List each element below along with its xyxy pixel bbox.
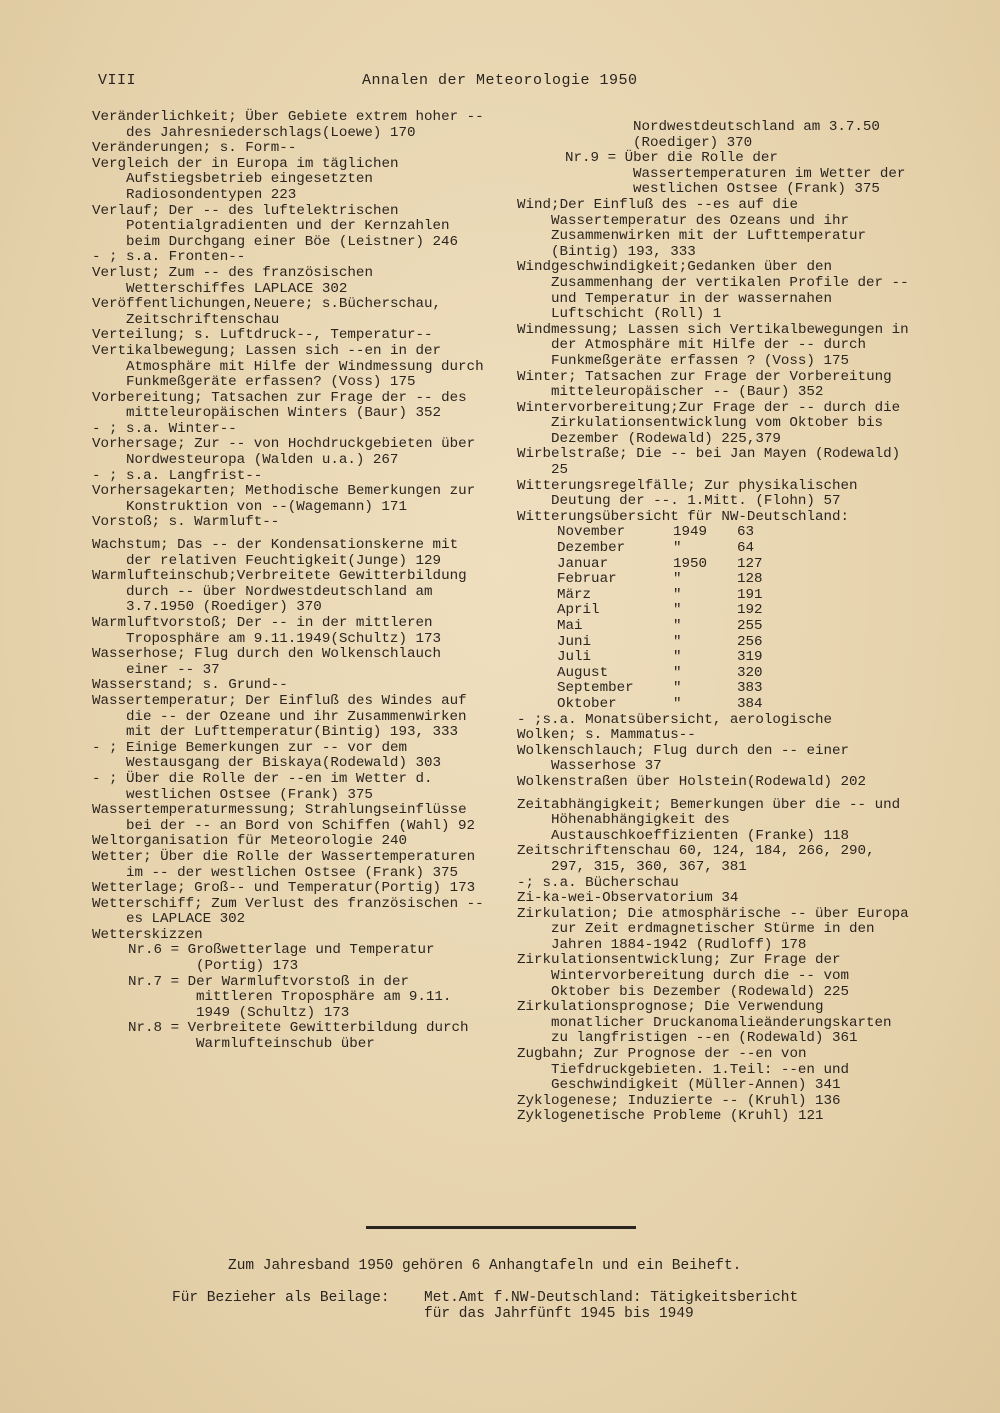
index-entry: Veränderlichkeit; Über Gebiete extrem hoher -- des Jahresniederschlags(Loewe) 170 — [92, 109, 484, 141]
index-entry: Wasserhose; Flug durch den Wolkenschlauch einer -- 37 — [92, 646, 442, 678]
footer-supplement-label: Für Bezieher als Beilage: — [172, 1290, 390, 1306]
table-row — [557, 541, 783, 557]
page-cell: 256 — [737, 633, 763, 650]
wetterskizze-entry — [92, 943, 492, 974]
index-entry: Wasserstand; s. Grund-- — [92, 677, 288, 694]
index-entry: Wetterschiff; Zum Verlust des französischen --es LAPLACE 302 — [92, 895, 484, 928]
year-cell: " — [673, 680, 682, 697]
index-entry: Zyklogenetische Probleme (Kruhl) 121 — [517, 1108, 824, 1125]
wetterskizze-text: Großwetterlage und Temperatur (Portig) 173 — [187, 942, 435, 975]
wetterskizzen-list — [92, 943, 492, 1052]
index-entry: Wassertemperatur; Der Einfluß des Windes auf die -- der Ozeane und ihr Zusammenwirken mit der Lufttemperatur(Bintig) 193, 333 — [92, 692, 467, 741]
index-entry: Zirkulationsprognose; Die Verwendung monatlicher Druckanomalieänderungskarten zu langfristigen --en (Rodewald) 361 — [517, 999, 892, 1047]
index-entry: Wetterlage; Groß-- und Temperatur(Portig) 173 — [92, 880, 476, 897]
footer-supplement-text-2: für das Jahrfünft 1945 bis 1949 — [424, 1306, 694, 1322]
year-cell: " — [673, 586, 682, 603]
index-entry: Wassertemperaturmessung; Strahlungseinflüsse bei der -- an Bord von Schiffen (Wahl) 92 — [92, 802, 476, 834]
month-cell: Februar — [557, 571, 617, 588]
footer-note: Zum Jahresband 1950 gehören 6 Anhangtafeln und ein Beiheft. — [228, 1258, 742, 1274]
wetterskizze-entry — [517, 151, 917, 198]
month-cell: Januar — [557, 555, 609, 572]
page-cell: 255 — [737, 618, 763, 634]
index-entry: - ; s.a. Langfrist-- — [92, 467, 263, 484]
table-row — [557, 603, 783, 619]
month-cell: März — [557, 586, 592, 603]
index-entry: Zugbahn; Zur Prognose der --en von Tiefdruckgebieten. 1.Teil: --en und Geschwindigkeit (Müller-Annen) 341 — [517, 1046, 849, 1094]
index-entry: Zirkulation; Die atmosphärische -- über Europa zur Zeit erdmagnetischer Stürme in den Jahren 1884-1942 (Rudloff) 178 — [517, 905, 909, 953]
year-cell: " — [673, 540, 682, 557]
month-cell: April — [557, 602, 600, 619]
index-entry: Vorbereitung; Tatsachen zur Frage der -- des mitteleuropäischen Winters (Baur) 352 — [92, 389, 467, 422]
wetterskizze-number: Nr.7 = — [128, 973, 180, 990]
index-entry: - ;s.a. Monatsübersicht, aerologische — [517, 711, 833, 728]
index-entry: Windgeschwindigkeit;Gedanken über den Zusammenhang der vertikalen Profile der -- und Temperatur in der wassernahen Luftschicht (Roll) 1 — [517, 259, 909, 323]
index-entry: Witterungsregelfälle; Zur physikalischen Deutung der --. 1.Mitt. (Flohn) 57 — [517, 477, 858, 510]
index-entry: Wind;Der Einfluß des --es auf die Wassertemperatur des Ozeans und ihr Zusammenwirken mit der Lufttemperatur (Bintig) 193, 333 — [517, 196, 867, 260]
running-title: Annalen der Meteorologie 1950 — [362, 72, 638, 89]
index-entry: Wirbelstraße; Die -- bei Jan Mayen (Rodewald) 25 — [517, 446, 901, 479]
table-row — [557, 588, 783, 604]
wetterskizze-number: Nr.9 = — [565, 150, 617, 167]
table-row — [557, 557, 783, 573]
page-cell: 383 — [737, 680, 763, 697]
index-entry: - ; s.a. Fronten-- — [92, 249, 246, 266]
index-entry: Veröffentlichungen,Neuere; s.Bücherschau, Zeitschriftenschau — [92, 296, 442, 328]
table-row — [557, 666, 783, 682]
month-cell: Juli — [557, 649, 592, 666]
wetterskizze-text: Der Warmluftvorstoß in der mittleren Troposphäre am 9.11. 1949 (Schultz) 173 — [187, 973, 452, 1021]
index-entry: Vergleich der in Europa im täglichen Aufstiegsbetrieb eingesetzten Radiosondentypen 223 — [92, 155, 399, 203]
index-entry: Verlust; Zum -- des französischen Wetterschiffes LAPLACE 302 — [92, 264, 373, 297]
index-entry: Warmluftvorstoß; Der -- in der mittleren Troposphäre am 9.11.1949(Schultz) 173 — [92, 615, 442, 647]
wetterskizze-number: Nr.8 = — [128, 1020, 180, 1037]
index-entry: Winter; Tatsachen zur Frage der Vorbereitung mitteleuropäischer -- (Baur) 352 — [517, 368, 892, 401]
index-entry: Wolkenstraßen über Holstein(Rodewald) 202 — [517, 773, 867, 790]
index-entry: Zyklogenese; Induzierte -- (Kruhl) 136 — [517, 1092, 841, 1109]
month-cell: Oktober — [557, 695, 617, 712]
page-cell: 384 — [737, 695, 763, 712]
table-row — [557, 650, 783, 666]
year-cell: " — [673, 602, 682, 619]
index-entry: Wolken; s. Mammatus-- — [517, 727, 696, 744]
index-entry: Vertikalbewegung; Lassen sich --en in der Atmosphäre mit Hilfe der Windmessung durch Funkmeßgeräte erfassen? (Voss) 175 — [92, 342, 484, 391]
month-cell: November — [557, 524, 626, 541]
month-cell: Juni — [557, 633, 592, 650]
index-entry: Vorstoß; s. Warmluft-- — [92, 514, 280, 531]
table-row — [557, 572, 783, 588]
wetterskizze-text: Verbreitete Gewitterbildung durch Warmlufteinschub über — [187, 1020, 469, 1053]
index-entry: Vorhersage; Zur -- von Hochdruckgebieten über Nordwesteuropa (Walden u.a.) 267 — [92, 436, 476, 469]
index-entry: Wetterskizzen — [92, 926, 203, 943]
page-cell: 319 — [737, 649, 763, 666]
index-column-left — [92, 110, 492, 1053]
year-cell: " — [673, 649, 682, 666]
wetterskizze-entry — [92, 1021, 492, 1052]
month-cell: Mai — [557, 618, 583, 634]
wetterskizze-number: Nr.6 = — [128, 942, 180, 959]
year-cell: " — [673, 571, 682, 588]
table-row — [557, 697, 783, 713]
table-row — [557, 681, 783, 697]
year-cell: " — [673, 618, 682, 634]
index-entry: Zeitabhängigkeit; Bemerkungen über die -- und Höhenabhängigkeit des Austauschkoeffizienten (Franke) 118 — [517, 796, 901, 844]
index-entry: - ; Über die Rolle der --en im Wetter d. westlichen Ostsee (Frank) 375 — [92, 770, 433, 803]
wetterskizze-entry — [92, 975, 492, 1022]
index-entry: - ; s.a. Winter-- — [92, 420, 237, 437]
page-cell: 191 — [737, 586, 763, 603]
witterungsuebersicht-table — [557, 525, 783, 712]
index-entry: Verteilung; s. Luftdruck--, Temperatur-- — [92, 327, 433, 344]
year-cell: " — [673, 664, 682, 681]
index-entry: Zi-ka-wei-Observatorium 34 — [517, 890, 739, 907]
table-row — [557, 525, 783, 541]
wetterskizze-text: Über die Rolle der Wassertemperaturen im Wetter der westlichen Ostsee (Frank) 375 — [624, 150, 906, 198]
index-entry: -; s.a. Bücherschau — [517, 874, 679, 891]
page-cell: 127 — [737, 555, 763, 572]
index-entry: Nordwestdeutschland am 3.7.50 (Roediger) 370 — [633, 119, 880, 151]
month-cell: Dezember — [557, 540, 626, 557]
table-row — [557, 635, 783, 651]
index-entry: Warmlufteinschub;Verbreitete Gewitterbildung durch -- über Nordwestdeutschland am 3.7.1950 (Roediger) 370 — [92, 568, 467, 616]
footer-supplement — [172, 1290, 798, 1322]
page-number: VIII — [98, 72, 137, 89]
index-entry: Wolkenschlauch; Flug durch den -- einer Wasserhose 37 — [517, 742, 850, 775]
footer-supplement-text: Met.Amt f.NW-Deutschland: Tätigkeitsbericht — [424, 1290, 799, 1306]
year-cell: " — [673, 695, 682, 712]
index-entry: Wetter; Über die Rolle der Wassertemperaturen im -- der westlichen Ostsee (Frank) 375 — [92, 848, 476, 881]
index-entry: Zirkulationsentwicklung; Zur Frage der Wintervorbereitung durch die -- vom Oktober bis Dezember (Rodewald) 225 — [517, 952, 849, 1000]
index-entry: Verlauf; Der -- des luftelektrischen Potentialgradienten und der Kernzahlen beim Durchgang einer Böe (Leistner) 246 — [92, 202, 459, 250]
index-entry: Zeitschriftenschau 60, 124, 184, 266, 290, 297, 315, 360, 367, 381 — [517, 843, 875, 875]
page-cell: 64 — [737, 540, 755, 557]
index-entry: Windmessung; Lassen sich Vertikalbewegungen in der Atmosphäre mit Hilfe der -- durch Funkmeßgeräte erfassen ? (Voss) 175 — [517, 321, 909, 369]
horizontal-rule — [366, 1226, 636, 1229]
index-entry: Witterungsübersicht für NW-Deutschland: — [517, 508, 850, 525]
index-entry: Weltorganisation für Meteorologie 240 — [92, 833, 408, 850]
month-cell: September — [557, 680, 634, 697]
index-entry: - ; Einige Bemerkungen zur -- vor dem Westausgang der Biskaya(Rodewald) 303 — [92, 739, 442, 772]
page-cell: 320 — [737, 664, 763, 681]
index-entry: Wachstum; Das -- der Kondensationskerne mit der relativen Feuchtigkeit(Junge) 129 — [92, 537, 459, 569]
page-cell: 128 — [737, 571, 763, 588]
page-cell: 192 — [737, 602, 763, 619]
index-entry: Veränderungen; s. Form-- — [92, 140, 297, 157]
year-cell: 1950 — [673, 555, 708, 572]
index-entry: Vorhersagekarten; Methodische Bemerkungen zur Konstruktion von --(Wagemann) 171 — [92, 483, 476, 515]
month-cell: August — [557, 664, 609, 681]
table-row — [557, 619, 783, 635]
index-column-right — [517, 120, 917, 1125]
year-cell: " — [673, 633, 682, 650]
index-entry: Wintervorbereitung;Zur Frage der -- durch die Zirkulationsentwicklung vom Oktober bis Dezember (Rodewald) 225,379 — [517, 399, 901, 447]
year-cell: 1949 — [673, 524, 708, 541]
page-cell: 63 — [737, 524, 755, 541]
